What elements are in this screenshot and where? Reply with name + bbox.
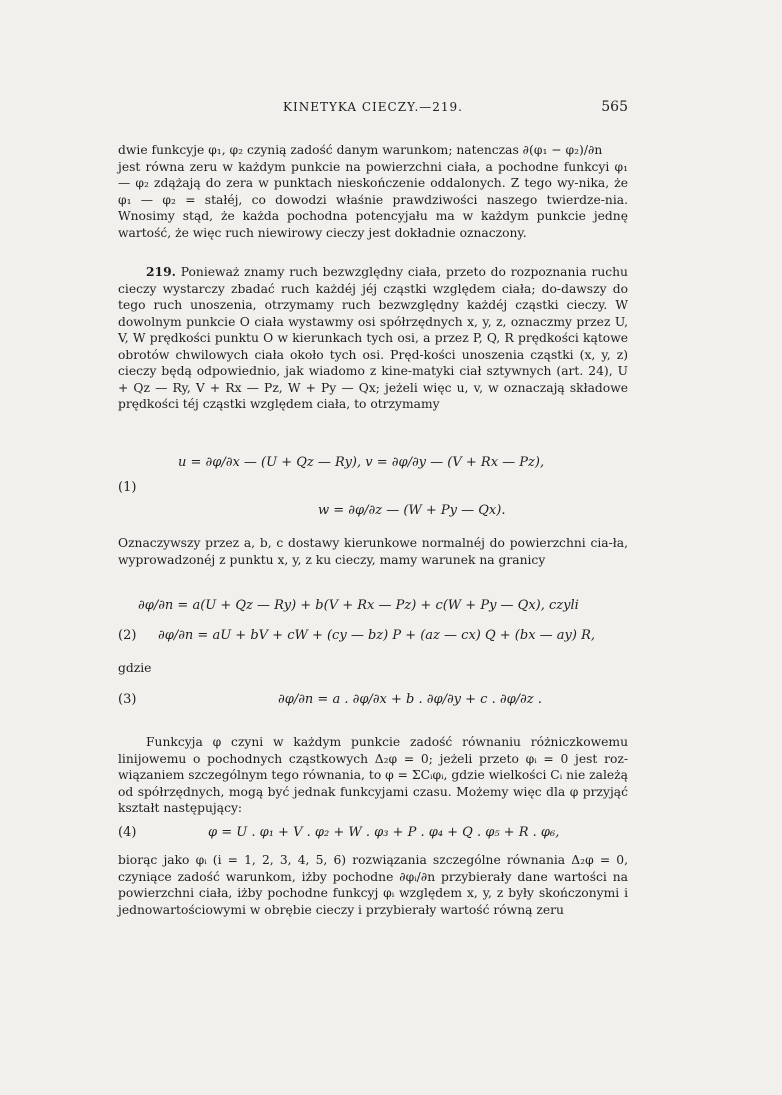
paragraph-1-line-1: dwie funkcyje φ₁, φ₂ czynią zadość danym warunkom; natenczas ∂(φ₁ − φ₂)/∂n <box>118 143 603 157</box>
equation-1b-body: w = ∂φ/∂z — (W + Py — Qx). <box>318 503 506 518</box>
equation-1a-body: u = ∂φ/∂x — (U + Qz — Ry), v = ∂φ/∂y — (V + Rx — Pz), <box>178 455 545 470</box>
equation-2-num: (2) <box>118 628 137 643</box>
paragraph-2-text: Ponieważ znamy ruch bezwzględny ciała, przeto do rozpoznania ruchu cieczy wystarczy zbadać ruch każdéj jéj cząstki względem ciała; do-dawszy do tego ruch unoszenia, otrzymamy ruch bezwzględny każdéj cząstki cieczy. W dowolnym punkcie O ciała wystawmy osi spółrzędnych x, y, z, oznaczmy przez U, V, W prędkości punktu O w kierunkach tych osi, a przez P, Q, R prędkości kątowe obrotów chwilowych ciała około tych osi. Pręd-kości unoszenia cząstki (x, y, z) cieczy będą odpowiednio, jak wiadomo z kine-matyki ciał sztywnych (art. 24), U + Qz — Ry, V + Rx — Pz, W + Py — Qx; jeżeli więc u, v, w oznaczają składowe prędkości téj cząstki względem ciała, to otrzymamy <box>118 265 628 411</box>
equation-1-number <box>118 480 628 504</box>
paragraph-1 <box>118 142 628 241</box>
paragraph-4-text: Funkcyja φ czyni w każdym punkcie zadość równaniu różniczkowemu linijowemu o pochodnych cząstkowych Δ₂φ = 0; jeżeli przeto φᵢ = 0 jest roz-wiązaniem szczególnym tego równania, to φ = ΣCᵢφᵢ, gdzie wielkości Cᵢ nie zależą od spółrzędnych, mogą być jednak funkcyjami czasu. Możemy więc dla φ przyjąć kształt następujący: <box>118 735 628 815</box>
paragraph-1-rest: jest równa zeru w każdym punkcie na powierzchni ciała, a pochodne funkcyi φ₁ — φ₂ zdążają do zera w punktach nieskończenie oddalonych. Z tego wy-nika, że φ₁ — φ₂ = stałéj, co dowodzi właśnie prawdziwości naszego twierdze-nia. Wnosimy stąd, że każda pochodna potencyjału ma w każdym punkcie jednę wartość, że więc ruch niewirowy cieczy jest dokładnie oznaczony. <box>118 159 628 240</box>
equation-4-num: (4) <box>118 825 137 840</box>
gdzie-line <box>118 660 628 677</box>
page-number: 565 <box>601 99 628 115</box>
running-header <box>118 100 628 122</box>
equation-3 <box>118 692 628 716</box>
equation-4-body: φ = U . φ₁ + V . φ₂ + W . φ₃ + P . φ₄ + Q . φ₅ + R . φ₆, <box>208 825 560 840</box>
equation-1-num: (1) <box>118 480 137 495</box>
running-title: KINETYKA CIECZY.—219. <box>283 100 463 114</box>
paragraph-5 <box>118 852 628 918</box>
equation-2 <box>118 628 628 652</box>
section-number: 219. <box>146 264 176 279</box>
equation-4 <box>118 825 628 849</box>
paragraph-4 <box>118 734 628 817</box>
equation-boundary <box>118 598 628 622</box>
paragraph-5-text: biorąc jako φᵢ (i = 1, 2, 3, 4, 5, 6) rozwiązania szczególne równania Δ₂φ = 0, czyniące zadość warunkom, iżby pochodne ∂φᵢ/∂n przybierały dane wartości na powierzchni ciała, iżby pochodne funkcyj φᵢ względem x, y, z były skończonymi i jednowartościowymi w obrębie cieczy i przybierały wartość równą zeru <box>118 853 628 917</box>
paragraph-3 <box>118 535 628 568</box>
equation-1a <box>118 455 628 479</box>
paragraph-2 <box>118 264 628 413</box>
equation-boundary-body: ∂φ/∂n = a(U + Qz — Ry) + b(V + Rx — Pz) + c(W + Py — Qx), czyli <box>138 598 579 613</box>
equation-2-body: ∂φ/∂n = aU + bV + cW + (cy — bz) P + (az — cx) Q + (bx — ay) R, <box>158 628 596 643</box>
equation-3-body: ∂φ/∂n = a . ∂φ/∂x + b . ∂φ/∂y + c . ∂φ/∂z . <box>278 692 542 707</box>
equation-1b <box>118 503 628 527</box>
equation-3-num: (3) <box>118 692 137 707</box>
gdzie-text: gdzie <box>118 661 152 675</box>
paragraph-3-text: Oznaczywszy przez a, b, c dostawy kierunkowe normalnéj do powierzchni cia-ła, wyprowadzonéj z punktu x, y, z ku cieczy, mamy warunek na granicy <box>118 536 628 567</box>
